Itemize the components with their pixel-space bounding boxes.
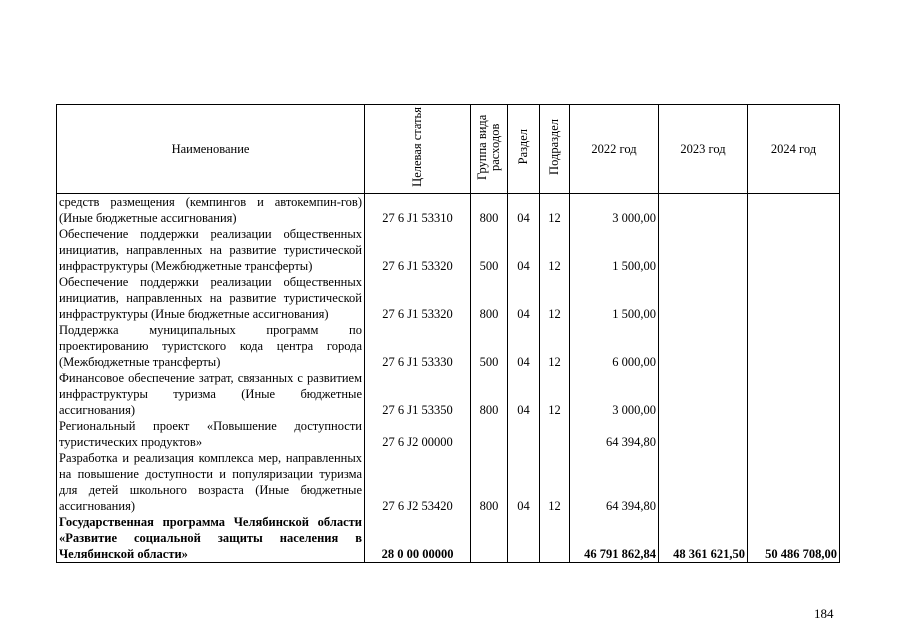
cell-2024	[748, 194, 840, 227]
cell-2022: 64 394,80	[570, 418, 659, 450]
cell-subsection: 12	[540, 226, 570, 274]
header-expense-group: Группа вида расходов	[471, 105, 508, 194]
cell-target-article: 27 6 J1 53350	[365, 370, 471, 418]
cell-2024	[748, 226, 840, 274]
cell-expense-group: 800	[471, 450, 508, 514]
cell-2024	[748, 370, 840, 418]
table-row	[57, 322, 840, 370]
cell-section: 04	[508, 226, 540, 274]
header-subsection: Подраздел	[540, 105, 570, 194]
cell-expense-group: 500	[471, 322, 508, 370]
cell-target-article: 28 0 00 00000	[365, 514, 471, 563]
cell-2023	[659, 450, 748, 514]
cell-expense-group: 800	[471, 370, 508, 418]
cell-name: Региональный проект «Повышение доступности туристических продуктов»	[57, 418, 365, 450]
cell-section: 04	[508, 322, 540, 370]
cell-section: 04	[508, 194, 540, 227]
cell-2023	[659, 418, 748, 450]
cell-section: 04	[508, 370, 540, 418]
cell-2023	[659, 322, 748, 370]
table-row	[57, 226, 840, 274]
budget-table	[56, 104, 840, 563]
cell-target-article: 27 6 J1 53310	[365, 194, 471, 227]
cell-name: Финансовое обеспечение затрат, связанных с развитием инфраструктуры туризма (Иные бюджетные ассигнования)	[57, 370, 365, 418]
cell-subsection: 12	[540, 194, 570, 227]
cell-subsection: 12	[540, 370, 570, 418]
cell-2023	[659, 194, 748, 227]
header-row	[57, 105, 840, 194]
cell-subsection: 12	[540, 322, 570, 370]
table-row	[57, 370, 840, 418]
cell-2022: 64 394,80	[570, 450, 659, 514]
cell-section	[508, 514, 540, 563]
cell-expense-group: 800	[471, 194, 508, 227]
cell-2024	[748, 274, 840, 322]
cell-expense-group	[471, 418, 508, 450]
cell-target-article: 27 6 J1 53330	[365, 322, 471, 370]
cell-name: Разработка и реализация комплекса мер, направленных на повышение доступности и популяризации туризма для детей школьного возраста (Иные бюджетные ассигнования)	[57, 450, 365, 514]
header-2023: 2023 год	[659, 105, 748, 194]
cell-target-article: 27 6 J1 53320	[365, 226, 471, 274]
cell-expense-group: 800	[471, 274, 508, 322]
cell-target-article: 27 6 J1 53320	[365, 274, 471, 322]
cell-2022: 3 000,00	[570, 194, 659, 227]
table-row	[57, 194, 840, 227]
cell-name: Поддержка муниципальных программ по проектированию туристского кода центра города (Межбюджетные трансферты)	[57, 322, 365, 370]
cell-2022: 46 791 862,84	[570, 514, 659, 563]
cell-target-article: 27 6 J2 00000	[365, 418, 471, 450]
cell-subsection: 12	[540, 450, 570, 514]
table-row	[57, 514, 840, 563]
cell-name: Обеспечение поддержки реализации общественных инициатив, направленных на развитие туристической инфраструктуры (Межбюджетные трансферты)	[57, 226, 365, 274]
cell-expense-group	[471, 514, 508, 563]
cell-2024: 50 486 708,00	[748, 514, 840, 563]
cell-2022: 6 000,00	[570, 322, 659, 370]
cell-section: 04	[508, 274, 540, 322]
cell-name: Государственная программа Челябинской области «Развитие социальной защиты населения в Челябинской области»	[57, 514, 365, 563]
cell-2024	[748, 418, 840, 450]
cell-section: 04	[508, 450, 540, 514]
cell-subsection	[540, 418, 570, 450]
cell-subsection	[540, 514, 570, 563]
table-row	[57, 450, 840, 514]
header-2022: 2022 год	[570, 105, 659, 194]
cell-2022: 1 500,00	[570, 274, 659, 322]
header-2024: 2024 год	[748, 105, 840, 194]
header-target-article: Целевая статья	[365, 105, 471, 194]
cell-2023	[659, 226, 748, 274]
cell-section	[508, 418, 540, 450]
header-section: Раздел	[508, 105, 540, 194]
cell-target-article: 27 6 J2 53420	[365, 450, 471, 514]
cell-name: средств размещения (кемпингов и автокемпин-гов) (Иные бюджетные ассигнования)	[57, 194, 365, 227]
cell-2022: 1 500,00	[570, 226, 659, 274]
cell-2024	[748, 322, 840, 370]
cell-subsection: 12	[540, 274, 570, 322]
cell-name: Обеспечение поддержки реализации общественных инициатив, направленных на развитие туристической инфраструктуры (Иные бюджетные ассигнования)	[57, 274, 365, 322]
cell-2023	[659, 274, 748, 322]
header-name: Наименование	[57, 105, 365, 194]
table-row	[57, 274, 840, 322]
cell-2024	[748, 450, 840, 514]
cell-2023	[659, 370, 748, 418]
cell-expense-group: 500	[471, 226, 508, 274]
table-row	[57, 418, 840, 450]
page-number: 184	[814, 606, 834, 621]
cell-2022: 3 000,00	[570, 370, 659, 418]
cell-2023: 48 361 621,50	[659, 514, 748, 563]
